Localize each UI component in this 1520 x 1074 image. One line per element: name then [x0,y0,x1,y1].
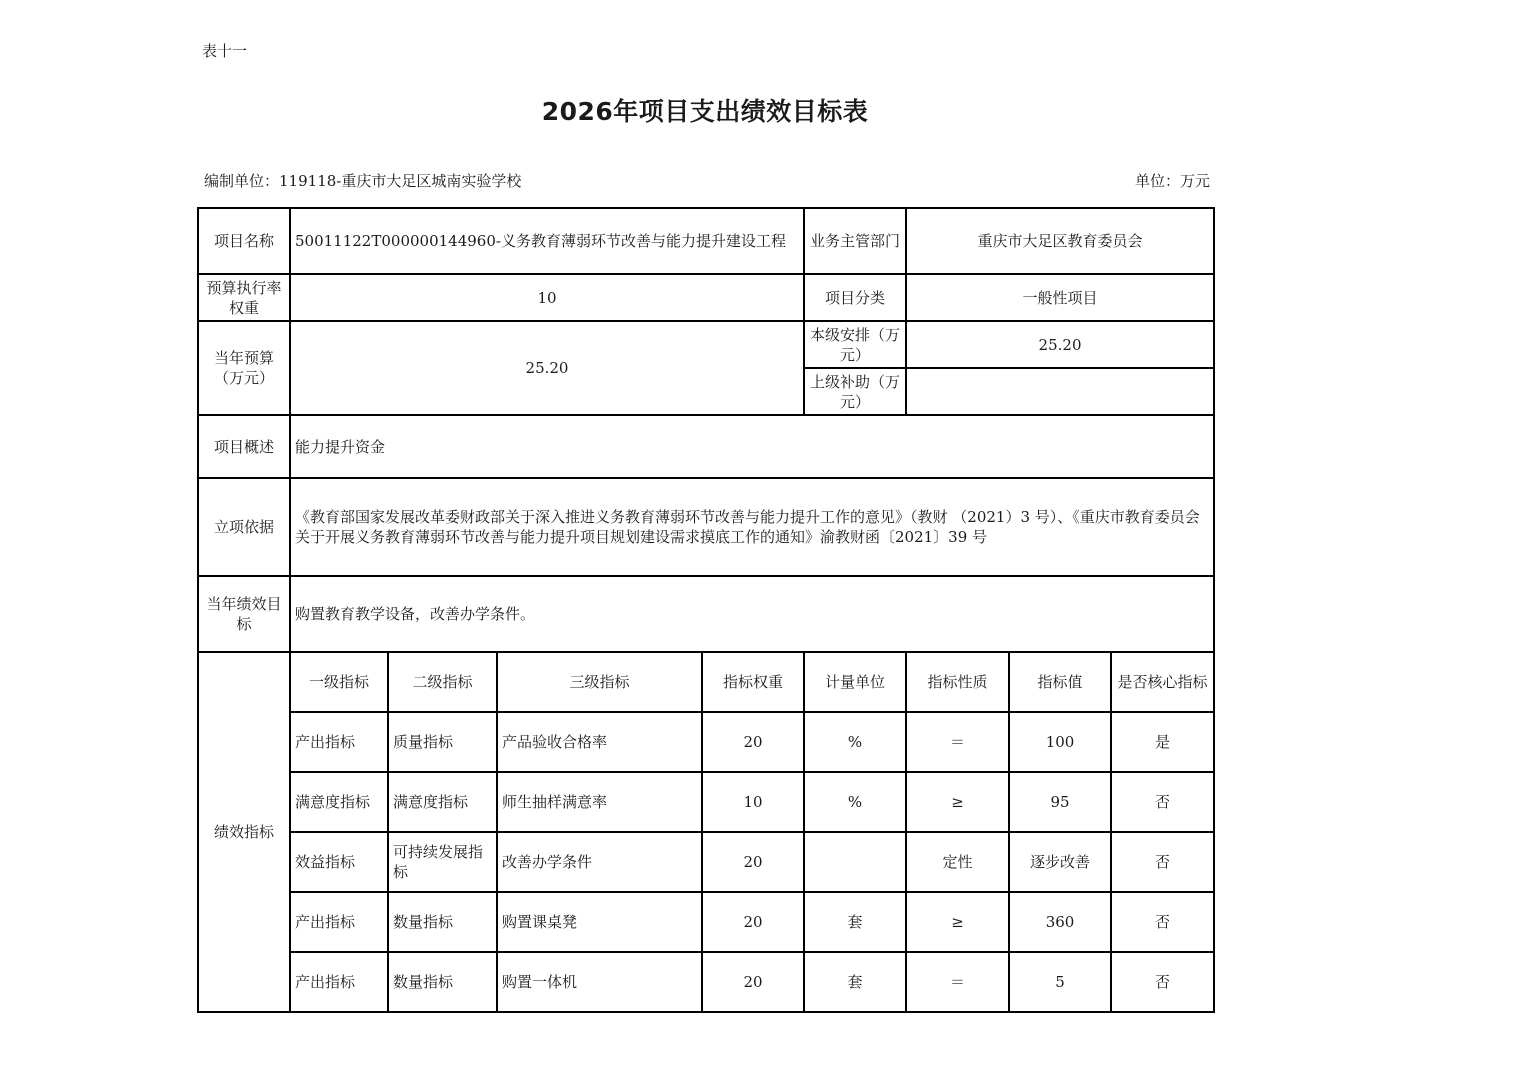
table-row [198,712,1214,772]
table-row [198,952,1214,1012]
core-cell: 否 [1111,772,1214,832]
budget-label: 当年预算（万元） [198,321,290,415]
nature-cell: ＝ [906,952,1009,1012]
value-cell: 逐步改善 [1009,832,1111,892]
core-cell: 否 [1111,892,1214,952]
core-cell: 是 [1111,712,1214,772]
level3-cell: 改善办学条件 [497,832,702,892]
weight-cell: 10 [702,772,804,832]
indicator-header-row [198,652,1214,712]
value-cell: 95 [1009,772,1111,832]
level3-cell: 产品验收合格率 [497,712,702,772]
column-header: 一级指标 [290,652,388,712]
unit-cell: % [804,712,906,772]
column-header: 计量单位 [804,652,906,712]
core-cell: 否 [1111,952,1214,1012]
org-info [204,170,521,191]
basis-label: 立项依据 [198,478,290,576]
value-cell: 5 [1009,952,1111,1012]
level2-cell: 数量指标 [388,892,497,952]
overview-label: 项目概述 [198,415,290,478]
value-cell: 100 [1009,712,1111,772]
weight-cell: 20 [702,712,804,772]
nature-cell: ≥ [906,772,1009,832]
dept-label: 业务主管部门 [804,208,906,274]
level3-cell: 购置一体机 [497,952,702,1012]
basis-row [198,478,1214,576]
upper-label: 上级补助（万元） [804,368,906,415]
unit-info [1135,170,1210,191]
dept-value: 重庆市大足区教育委员会 [906,208,1214,274]
level1-cell: 满意度指标 [290,772,388,832]
table-row [198,772,1214,832]
category-label: 项目分类 [804,274,906,321]
local-value: 25.20 [906,321,1214,368]
level3-cell: 购置课桌凳 [497,892,702,952]
page-title: 2026年项目支出绩效目标表 [541,97,869,126]
level2-cell: 可持续发展指标 [388,832,497,892]
level2-cell: 质量指标 [388,712,497,772]
level2-cell: 数量指标 [388,952,497,1012]
column-header: 指标值 [1009,652,1111,712]
unit-cell: 套 [804,892,906,952]
performance-target-table [197,207,1215,1013]
weight-row [198,274,1214,321]
nature-cell: ≥ [906,892,1009,952]
org-value: 119118-重庆市大足区城南实验学校 [279,172,522,190]
level1-cell: 效益指标 [290,832,388,892]
weight-cell: 20 [702,832,804,892]
table-row [198,832,1214,892]
weight-label: 预算执行率权重 [198,274,290,321]
indicators-section-label: 绩效指标 [198,652,290,1012]
weight-value: 10 [290,274,804,321]
unit-cell: 套 [804,952,906,1012]
level2-cell: 满意度指标 [388,772,497,832]
column-header: 指标权重 [702,652,804,712]
project-name-value: 50011122T000000144960-义务教育薄弱环节改善与能力提升建设工程 [290,208,804,274]
category-value: 一般性项目 [906,274,1214,321]
level1-cell: 产出指标 [290,952,388,1012]
goal-value: 购置教育教学设备，改善办学条件。 [290,576,1214,652]
upper-value [906,368,1214,415]
weight-cell: 20 [702,952,804,1012]
level3-cell: 师生抽样满意率 [497,772,702,832]
org-label: 编制单位： [204,172,280,190]
overview-value: 能力提升资金 [290,415,1214,478]
local-label: 本级安排（万元） [804,321,906,368]
project-name-row [198,208,1214,274]
column-header: 指标性质 [906,652,1009,712]
column-header: 二级指标 [388,652,497,712]
value-cell: 360 [1009,892,1111,952]
unit-label: 单位： [1134,172,1180,190]
basis-value: 《教育部国家发展改革委财政部关于深入推进义务教育薄弱环节改善与能力提升工作的意见》（教财 （2021）3 号）、《重庆市教育委员会关于开展义务教育薄弱环节改善与能力提升项目规划建设需求摸底工作的通知》渝教财函〔2021〕39 号 [290,478,1214,576]
table-number: 表十一 [202,42,248,60]
project-name-label: 项目名称 [198,208,290,274]
column-header: 是否核心指标 [1111,652,1214,712]
core-cell: 否 [1111,832,1214,892]
level1-cell: 产出指标 [290,892,388,952]
nature-cell: 定性 [906,832,1009,892]
goal-row [198,576,1214,652]
budget-row [198,321,1214,368]
column-header: 三级指标 [497,652,702,712]
level1-cell: 产出指标 [290,712,388,772]
unit-cell: % [804,772,906,832]
goal-label: 当年绩效目标 [198,576,290,652]
weight-cell: 20 [702,892,804,952]
unit-cell [804,832,906,892]
budget-value: 25.20 [290,321,804,415]
overview-row [198,415,1214,478]
nature-cell: ＝ [906,712,1009,772]
unit-value: 万元 [1179,172,1210,190]
table-row [198,892,1214,952]
